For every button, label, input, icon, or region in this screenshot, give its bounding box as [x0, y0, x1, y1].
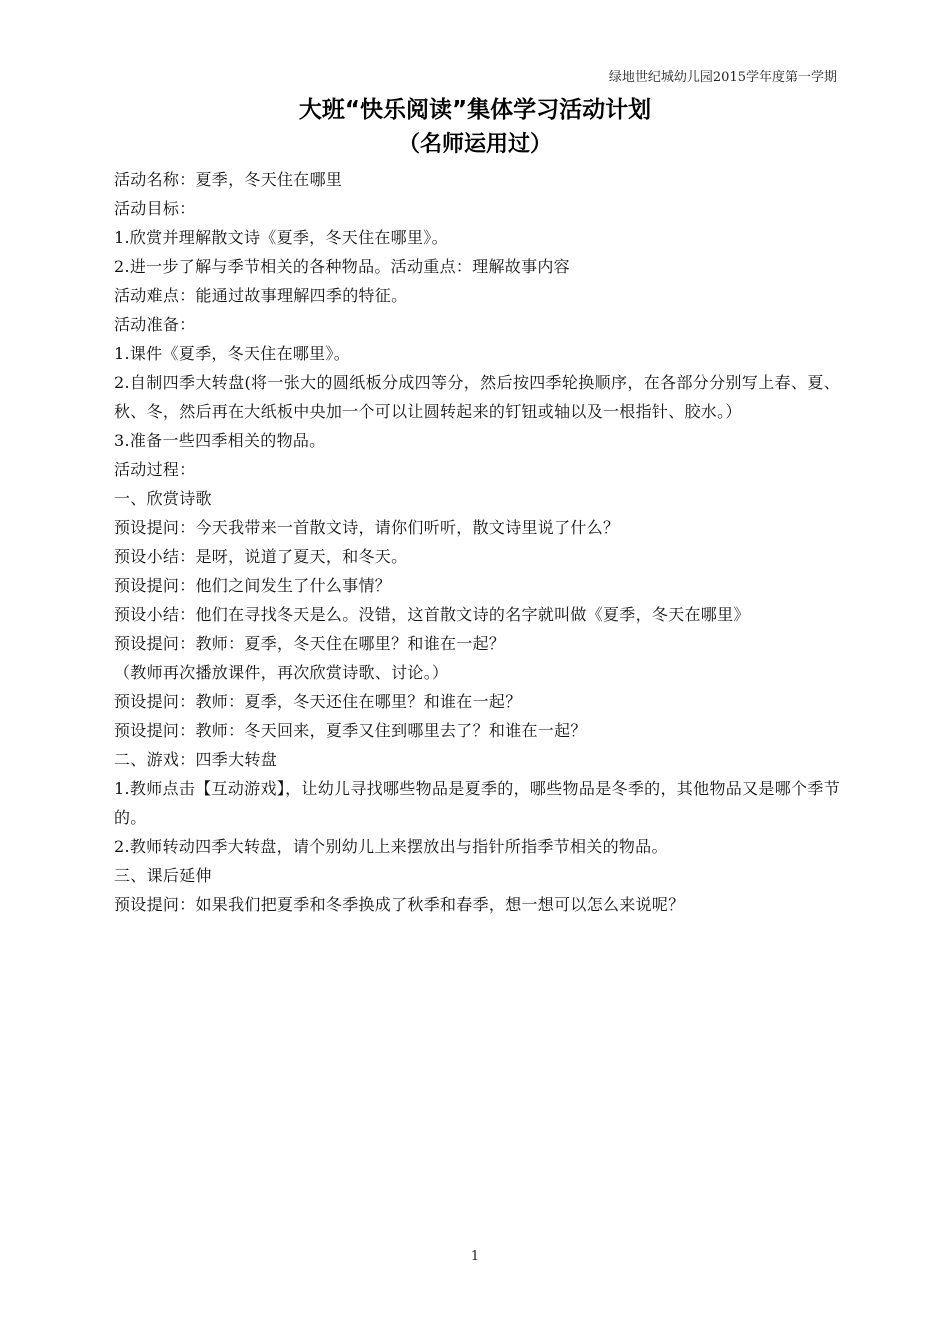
paragraph: 1.课件《夏季，冬天住在哪里》。 — [114, 344, 351, 363]
document-subtitle: （名师运用过） — [397, 132, 552, 157]
paragraph: 活动名称：夏季，冬天住在哪里 — [114, 170, 343, 189]
paragraph: 预设提问：今天我带来一首散文诗，请你们听听，散文诗里说了什么？ — [114, 518, 620, 537]
section-heading: 一、欣赏诗歌 — [114, 489, 212, 508]
paragraph: 活动难点：能通过故事理解四季的特征。 — [114, 286, 408, 305]
paragraph: 预设提问：教师：夏季，冬天还住在哪里？和谁在一起？ — [114, 692, 522, 711]
paragraph: （教师再次播放课件，再次欣赏诗歌、讨论。） — [114, 663, 449, 682]
paragraph: 活动准备： — [114, 315, 196, 334]
section-heading: 三、课后延伸 — [114, 866, 212, 885]
paragraph: 2.进一步了解与季节相关的各种物品。活动重点：理解故事内容 — [114, 257, 570, 276]
page-number: 1 — [470, 1249, 480, 1264]
paragraph: 预设小结：是呀，说道了夏天，和冬天。 — [114, 547, 408, 566]
paragraph: 2.自制四季大转盘(将一张大的圆纸板分成四等分，然后按四季轮换顺序，在各部分分别写上春、夏、秋、冬，然后再在大纸板中央加一个可以让圆转起来的钉钮或轴以及一根指针、胶水。） — [114, 373, 840, 421]
paragraph: 预设提问：教师：冬天回来，夏季又住到哪里去了？和谁在一起？ — [114, 721, 587, 740]
paragraph: 预设提问：他们之间发生了什么事情？ — [114, 576, 392, 595]
section-heading: 二、游戏：四季大转盘 — [114, 750, 278, 769]
paragraph: 活动目标： — [114, 199, 196, 218]
paragraph: 1.教师点击【互动游戏】，让幼儿寻找哪些物品是夏季的，哪些物品是冬季的，其他物品又是哪个季节的。 — [114, 779, 840, 827]
page-header: 绿地世纪城幼儿园2015学年度第一学期 — [608, 70, 837, 85]
paragraph: 预设提问：如果我们把夏季和冬季换成了秋季和春季，想一想可以怎么来说呢？ — [114, 895, 685, 914]
paragraph: 2.教师转动四季大转盘，请个别幼儿上来摆放出与指针所指季节相关的物品。 — [114, 837, 668, 856]
document-body — [114, 165, 840, 919]
paragraph: 1.欣赏并理解散文诗《夏季，冬天住在哪里》。 — [114, 228, 448, 247]
document-title: 大班“快乐阅读”集体学习活动计划 — [298, 97, 652, 123]
paragraph: 预设小结：他们在寻找冬天是么。没错，这首散文诗的名字就叫做《夏季，冬天在哪里》 — [114, 605, 750, 624]
paragraph: 预设提问：教师：夏季，冬天住在哪里？和谁在一起？ — [114, 634, 506, 653]
paragraph: 3.准备一些四季相关的物品。 — [114, 431, 326, 450]
paragraph: 活动过程： — [114, 460, 196, 479]
